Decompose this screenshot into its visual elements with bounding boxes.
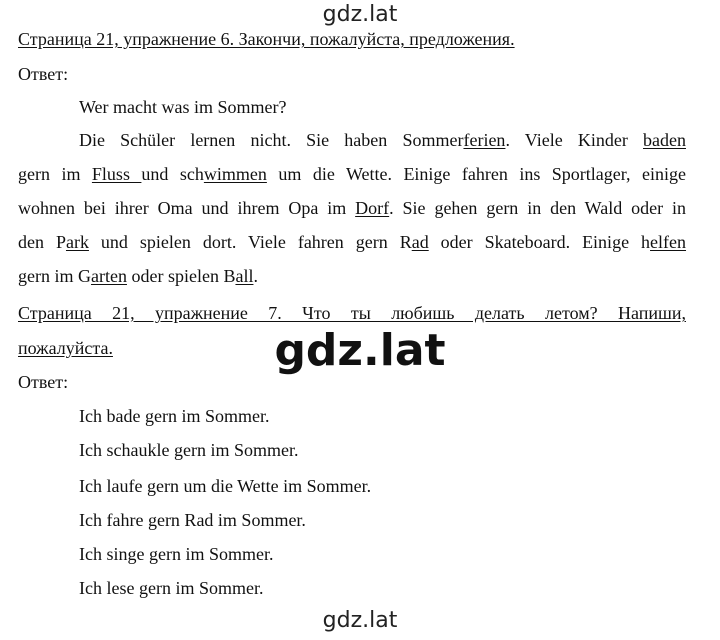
exercise6-heading: Страница 21, упражнение 6. Закончи, пожалуйста, предложения. bbox=[18, 29, 515, 49]
answer-sentence: Ich singe gern im Sommer. bbox=[79, 544, 274, 564]
text-segment: und spielen dort. Viele fahren gern R bbox=[88, 232, 412, 252]
filled-gap: baden bbox=[643, 130, 686, 150]
exercise6-title: Wer macht was im Sommer? bbox=[79, 97, 287, 117]
filled-gap: ark bbox=[65, 232, 89, 252]
filled-gap: Dorf bbox=[355, 198, 390, 218]
filled-gap: ad bbox=[411, 232, 429, 252]
paragraph-line bbox=[18, 265, 258, 287]
text-segment: um die Wette. Einige fahren ins Sportlager, einige bbox=[266, 164, 686, 184]
filled-gap: arten bbox=[90, 266, 127, 286]
watermark-center: gdz.lat bbox=[274, 325, 446, 376]
text-segment: oder Skateboard. Einige h bbox=[428, 232, 651, 252]
paragraph-line bbox=[18, 197, 686, 219]
text-segment: den P bbox=[18, 232, 66, 252]
filled-gap: Fluss bbox=[91, 164, 142, 184]
text-segment: oder spielen B bbox=[126, 266, 236, 286]
exercise7-heading: Страница 21, упражнение 7. Что ты любишь делать летом? Напиши, bbox=[18, 303, 686, 323]
answer-sentence: Ich laufe gern um die Wette im Sommer. bbox=[79, 476, 372, 496]
text-segment: . Viele Kinder bbox=[505, 130, 644, 150]
filled-gap: elfen bbox=[650, 232, 687, 252]
text-segment: gern im bbox=[18, 164, 92, 184]
watermark-bottom: gdz.lat bbox=[322, 608, 398, 633]
answer-sentence: Ich lese gern im Sommer. bbox=[79, 578, 264, 598]
paragraph-line bbox=[18, 231, 686, 253]
exercise7-heading-continued: пожалуйста. bbox=[18, 338, 113, 358]
exercise6-answer-label: Ответ: bbox=[18, 64, 69, 84]
text-segment: . Sie gehen gern in den Wald oder in bbox=[389, 198, 687, 218]
paragraph-line bbox=[79, 129, 686, 151]
filled-gap: wimmen bbox=[203, 164, 267, 184]
paragraph-line bbox=[18, 163, 686, 185]
text-segment: . bbox=[253, 266, 258, 286]
text-segment: und sch bbox=[141, 164, 204, 184]
filled-gap: ferien bbox=[463, 130, 506, 150]
exercise7-answer-label: Ответ: bbox=[18, 372, 69, 392]
text-segment: wohnen bei ihrer Oma und ihrem Opa im bbox=[18, 198, 356, 218]
filled-gap: all bbox=[235, 266, 254, 286]
answer-sentence: Ich fahre gern Rad im Sommer. bbox=[79, 510, 306, 530]
text-segment: Die Schüler lernen nicht. Sie haben Sommer bbox=[79, 130, 464, 150]
text-segment: gern im G bbox=[18, 266, 91, 286]
answer-sentence: Ich schaukle gern im Sommer. bbox=[79, 440, 299, 460]
watermark-top: gdz.lat bbox=[322, 2, 398, 27]
answer-sentence: Ich bade gern im Sommer. bbox=[79, 406, 270, 426]
